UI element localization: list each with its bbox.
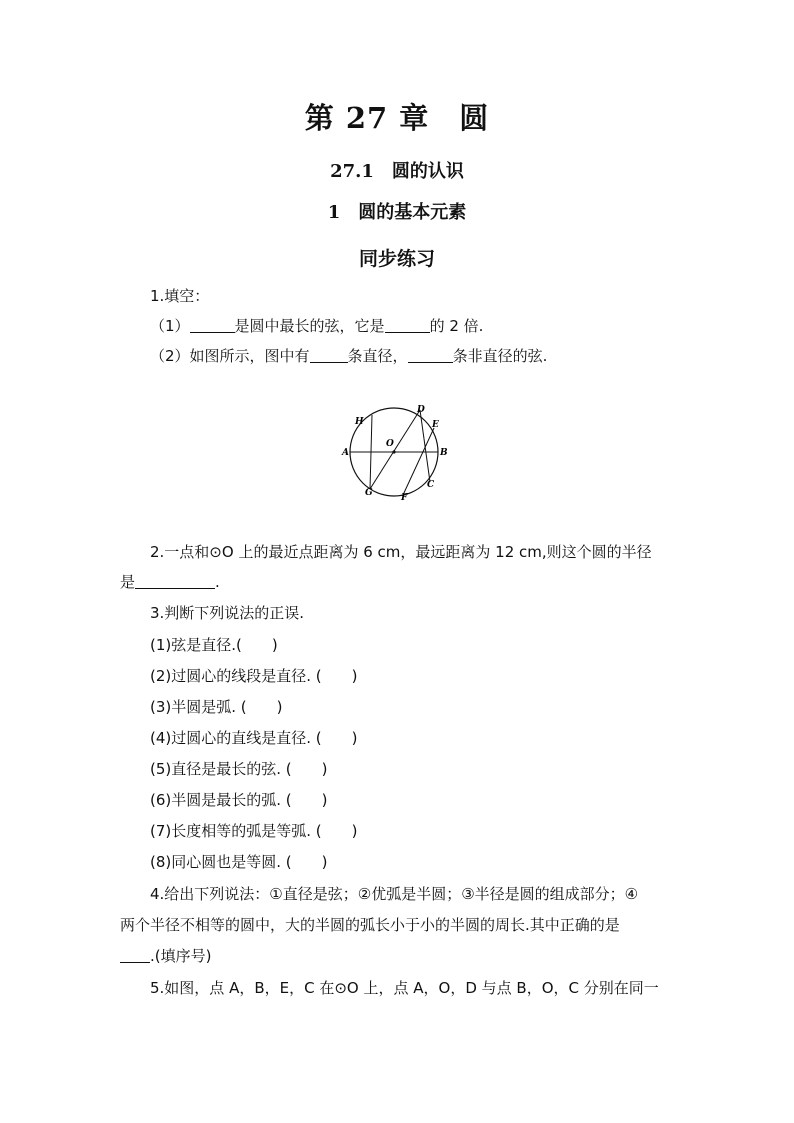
q3-item: (5)直径是最长的弦. ( ) <box>150 760 328 778</box>
q2-line2-suffix: . <box>215 573 220 591</box>
chapter-title: 第 27 章 圆 <box>304 101 490 135</box>
label-d: D <box>417 405 425 415</box>
section-title: 27.1 圆的认识 <box>330 161 464 182</box>
q1-part1-suffix: 的 2 倍. <box>429 317 484 335</box>
chord-gd <box>370 410 420 489</box>
q1-part1-mid: 是圆中最长的弦，它是 <box>234 317 385 335</box>
q1-part1 <box>150 316 483 336</box>
q3-item: (8)同心圆也是等圆. ( ) <box>150 853 328 871</box>
q4-line3 <box>120 946 211 966</box>
answer-blank[interactable] <box>310 348 348 363</box>
label-f: F <box>401 493 408 503</box>
q2-line2 <box>120 572 220 592</box>
q4-line2: 两个半径不相等的圆中，大的半圆的弧长小于小的半圆的周长.其中正确的是 <box>120 916 620 934</box>
label-e: E <box>432 420 439 430</box>
q1-part2-prefix: （2）如图所示，图中有 <box>150 347 310 365</box>
q3-stem: 3.判断下列说法的正误. <box>150 604 305 622</box>
center-point <box>392 450 395 453</box>
q3-item: (7)长度相等的弧是等弧. ( ) <box>150 822 358 840</box>
answer-blank[interactable] <box>120 948 150 963</box>
answer-blank[interactable] <box>385 318 430 333</box>
q4-line1: 4.给出下列说法：①直径是弦；②优弧是半圆；③半径是圆的组成部分；④ <box>150 885 639 903</box>
exercise-title: 同步练习 <box>358 248 435 270</box>
q3-item: (4)过圆心的直线是直径. ( ) <box>150 729 358 747</box>
q5-line1: 5.如图，点 A，B，E，C 在⊙O 上，点 A，O，D 与点 B，O，C 分别在同一 <box>150 979 659 997</box>
q1-part2-suffix: 条非直径的弦. <box>452 347 548 365</box>
q1-part2-mid: 条直径， <box>347 347 408 365</box>
circle-figure <box>335 398 459 514</box>
label-a: A <box>342 448 349 458</box>
q2-line2-prefix: 是 <box>120 573 136 591</box>
label-b: B <box>440 448 448 458</box>
q1-stem: 1.填空： <box>150 287 210 305</box>
answer-blank[interactable] <box>135 574 215 589</box>
q3-item: (6)半圆是最长的弧. ( ) <box>150 791 328 809</box>
q3-item: (1)弦是直径.( ) <box>150 636 278 654</box>
circle-diagram <box>335 398 459 510</box>
q2-line1: 2.一点和⊙O 上的最近点距离为 6 cm，最远距离为 12 cm,则这个圆的半径 <box>150 543 652 561</box>
label-o: O <box>386 439 394 449</box>
label-h: H <box>355 417 364 427</box>
q3-item: (2)过圆心的线段是直径. ( ) <box>150 667 358 685</box>
label-g: G <box>365 488 373 498</box>
q1-part2 <box>150 346 547 366</box>
answer-blank[interactable] <box>190 318 235 333</box>
label-c: C <box>427 480 435 490</box>
answer-blank[interactable] <box>408 348 453 363</box>
q3-item: (3)半圆是弧. ( ) <box>150 698 283 716</box>
q1-part1-prefix: （1） <box>150 317 190 335</box>
subsection-title: 1 圆的基本元素 <box>327 202 467 223</box>
q4-line3-suffix: .(填序号) <box>150 947 212 965</box>
